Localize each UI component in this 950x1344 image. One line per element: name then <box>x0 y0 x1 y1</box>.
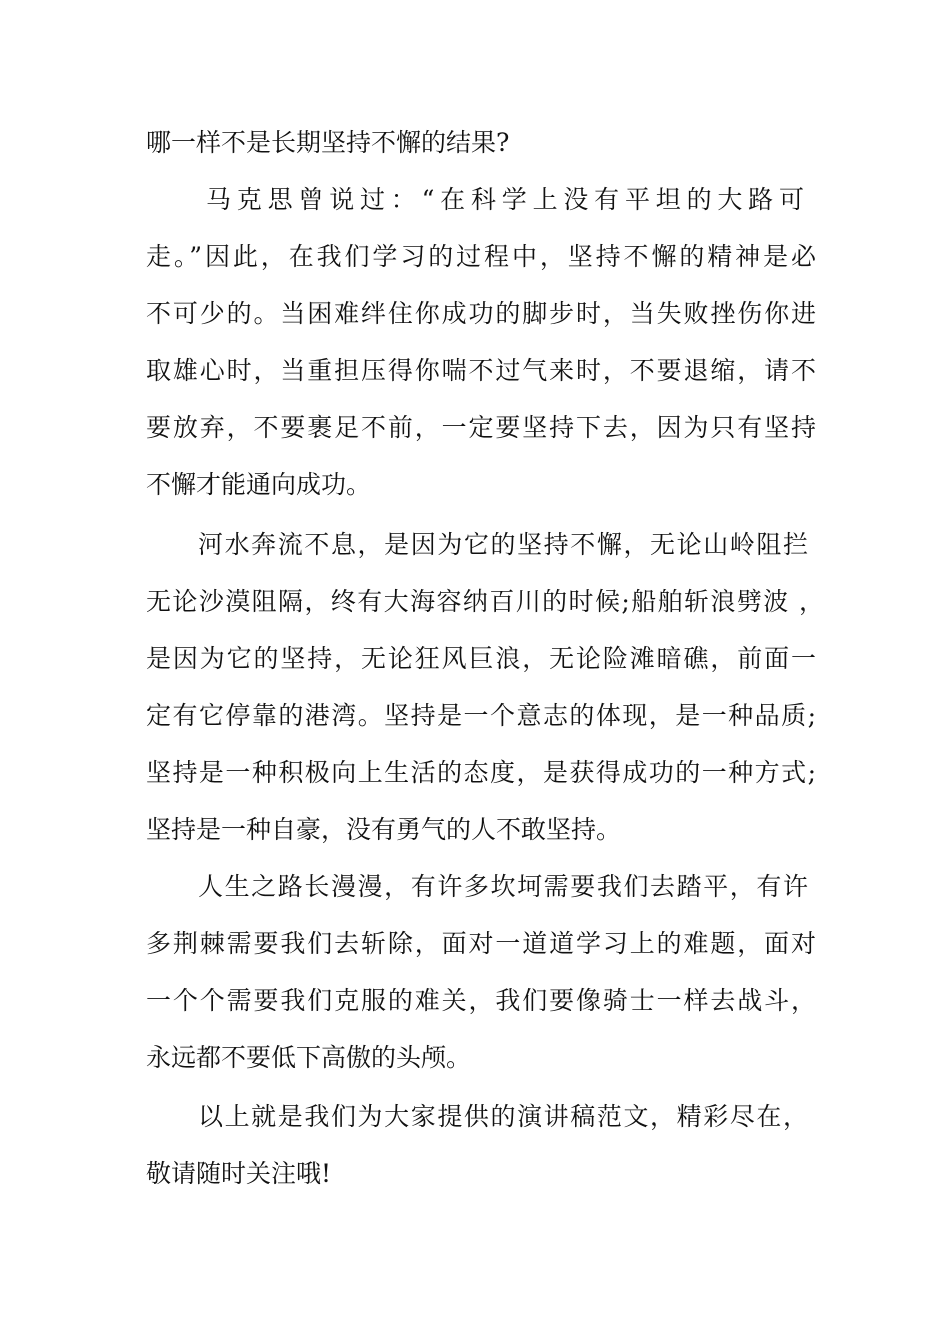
text-line: 一个个需要我们克服的难关，我们要像骑士一样去战斗， <box>146 986 816 1015</box>
text-line: 不可少的。当困难绊住你成功的脚步时，当失败挫伤你进 <box>146 299 816 328</box>
text-line: 定有它停靠的港湾。坚持是一个意志的体现，是一种品质; <box>146 701 816 730</box>
text-line: 走。”因此，在我们学习的过程中，坚持不懈的精神是必 <box>146 242 816 271</box>
text-line: 马克思曾说过：“在科学上没有平坦的大路可 <box>206 185 804 214</box>
text-line: 坚持是一种自豪，没有勇气的人不敢坚持。 <box>146 815 622 844</box>
text-line: 是因为它的坚持，无论狂风巨浪，无论险滩暗礁，前面一 <box>146 644 816 673</box>
text-line: 哪一样不是长期坚持不懈的结果? <box>146 128 510 157</box>
text-line: 取雄心时，当重担压得你喘不过气来时，不要退缩，请不 <box>146 356 816 385</box>
text-line: 多荆棘需要我们去斩除，面对一道道学习上的难题，面对 <box>146 929 816 958</box>
text-line: 要放弃，不要裹足不前，一定要坚持下去，因为只有坚持 <box>146 413 816 442</box>
text-line: 永远都不要低下高傲的头颅。 <box>146 1043 472 1072</box>
text-line: 人生之路长漫漫，有许多坎坷需要我们去踏平，有许 <box>198 872 808 901</box>
text-line: 不懈才能通向成功。 <box>146 470 372 499</box>
text-line: 无论沙漠阻隔，终有大海容纳百川的时候;船舶斩浪劈波 ， <box>146 587 824 616</box>
text-line: 敬请随时关注哦! <box>146 1159 332 1188</box>
text-line: 坚持是一种积极向上生活的态度，是获得成功的一种方式; <box>146 758 816 787</box>
text-line: 以上就是我们为大家提供的演讲稿范文，精彩尽在， <box>198 1102 808 1131</box>
text-line: 河水奔流不息，是因为它的坚持不懈，无论山岭阻拦 <box>198 530 808 559</box>
